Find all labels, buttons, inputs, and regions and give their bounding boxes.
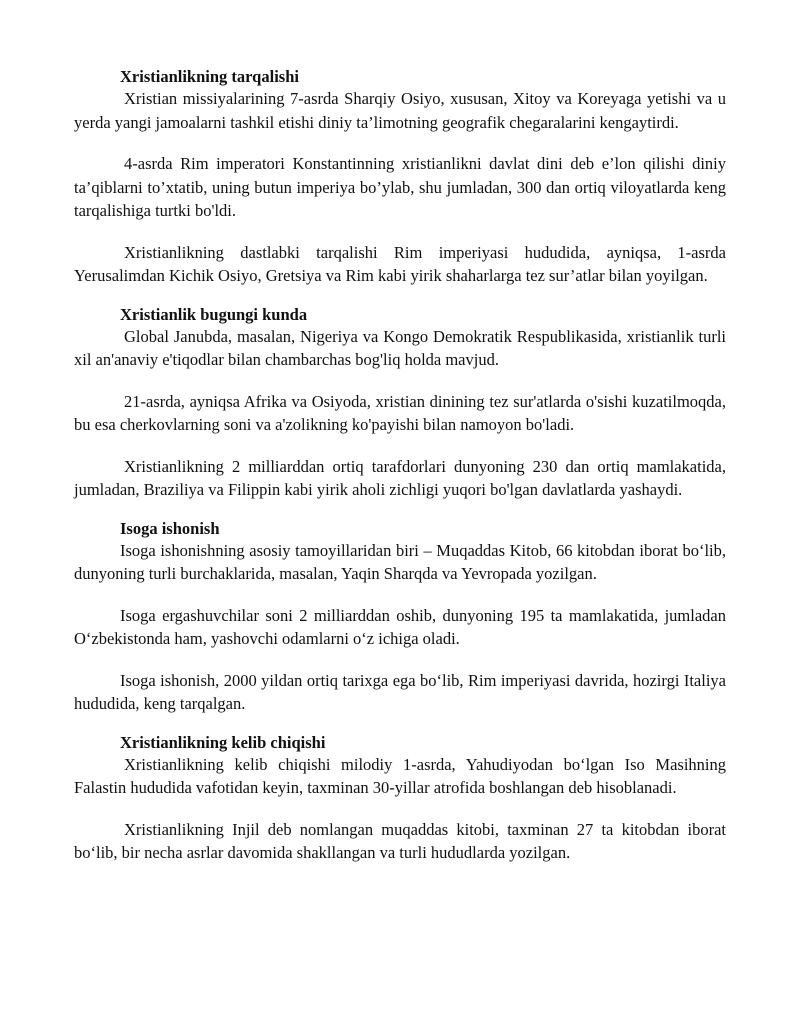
paragraph: Xristianlikning 2 milliarddan ortiq tarafdorlari dunyoning 230 dan ortiq mamlakatida, jumladan, Braziliya va Filippin kabi yirik aholi zichligi yuqori bo'lgan davlatlarda yashaydi. xyxy=(74,456,726,499)
section-belief xyxy=(74,519,726,716)
section-heading: Xristianlikning tarqalishi xyxy=(120,67,299,86)
paragraph: Xristianlikning dastlabki tarqalishi Rim imperiyasi hududida, ayniqsa, 1-asrda Yerusalimdan Kichik Osiyo, Gretsiya va Rim kabi yirik shaharlarga tez sur’atlar bilan yoyilgan. xyxy=(74,242,726,285)
section-heading: Xristianlikning kelib chiqishi xyxy=(120,732,326,752)
section-heading: Isoga ishonish xyxy=(120,518,220,538)
paragraph: Isoga ishonishning asosiy tamoyillaridan biri – Muqaddas Kitob, 66 kitobdan iborat bo‘lib, dunyoning turli burchaklarida, masalan, Yaqin Sharqda va Yevropada yozilgan. xyxy=(74,540,726,583)
paragraph: Global Janubda, masalan, Nigeriya va Kongo Demokratik Respublikasida, xristianlik turli xil an'anaviy e'tiqodlar bilan chambarchas bog'liq holda mavjud. xyxy=(74,326,726,369)
section-today xyxy=(74,305,726,502)
paragraph: 4-asrda Rim imperatori Konstantinning xristianlikni davlat dini deb e’lon qilishi diniy ta’qiblarni to’xtatib, uning butun imperiya bo’ylab, shu jumladan, 300 dan ortiq viloyatlarda keng tarqalishiga turtki bo'ldi. xyxy=(74,154,726,220)
paragraph: Isoga ergashuvchilar soni 2 milliarddan oshib, dunyoning 195 ta mamlakatida, jumladan O‘zbekistonda ham, yashovchi odamlarni o‘z ichiga oladi. xyxy=(74,605,726,648)
paragraph: 21-asrda, ayniqsa Afrika va Osiyoda, xristian dinining tez sur'atlarda o'sishi kuzatilmoqda, bu esa cherkovlarning soni va a'zolikning ko'payishi bilan namoyon bo'ladi. xyxy=(74,391,726,434)
section-spread xyxy=(74,67,726,288)
section-origin xyxy=(74,733,726,865)
paragraph: Xristianlikning Injil deb nomlangan muqaddas kitobi, taxminan 27 ta kitobdan iborat bo‘lib, bir necha asrlar davomida shakllangan va turli hududlarda yozilgan. xyxy=(74,819,726,862)
paragraph: Isoga ishonish, 2000 yildan ortiq tarixga ega bo‘lib, Rim imperiyasi davrida, hozirgi Italiya hududida, keng tarqalgan. xyxy=(74,670,726,713)
paragraph: Xristianlikning kelib chiqishi milodiy 1-asrda, Yahudiyodan bo‘lgan Iso Masihning Falastin hududida vafotidan keyin, taxminan 30-yillar atrofida boshlangan deb hisoblanadi. xyxy=(74,754,726,797)
paragraph: Xristian missiyalarining 7-asrda Sharqiy Osiyo, xususan, Xitoy va Koreyaga yetishi va u yerda yangi jamoalarni tashkil etishi diniy ta’limotning geografik chegaralarini kengaytirdi. xyxy=(74,89,726,132)
section-heading: Xristianlik bugungi kunda xyxy=(120,304,308,324)
document-page xyxy=(74,67,726,865)
